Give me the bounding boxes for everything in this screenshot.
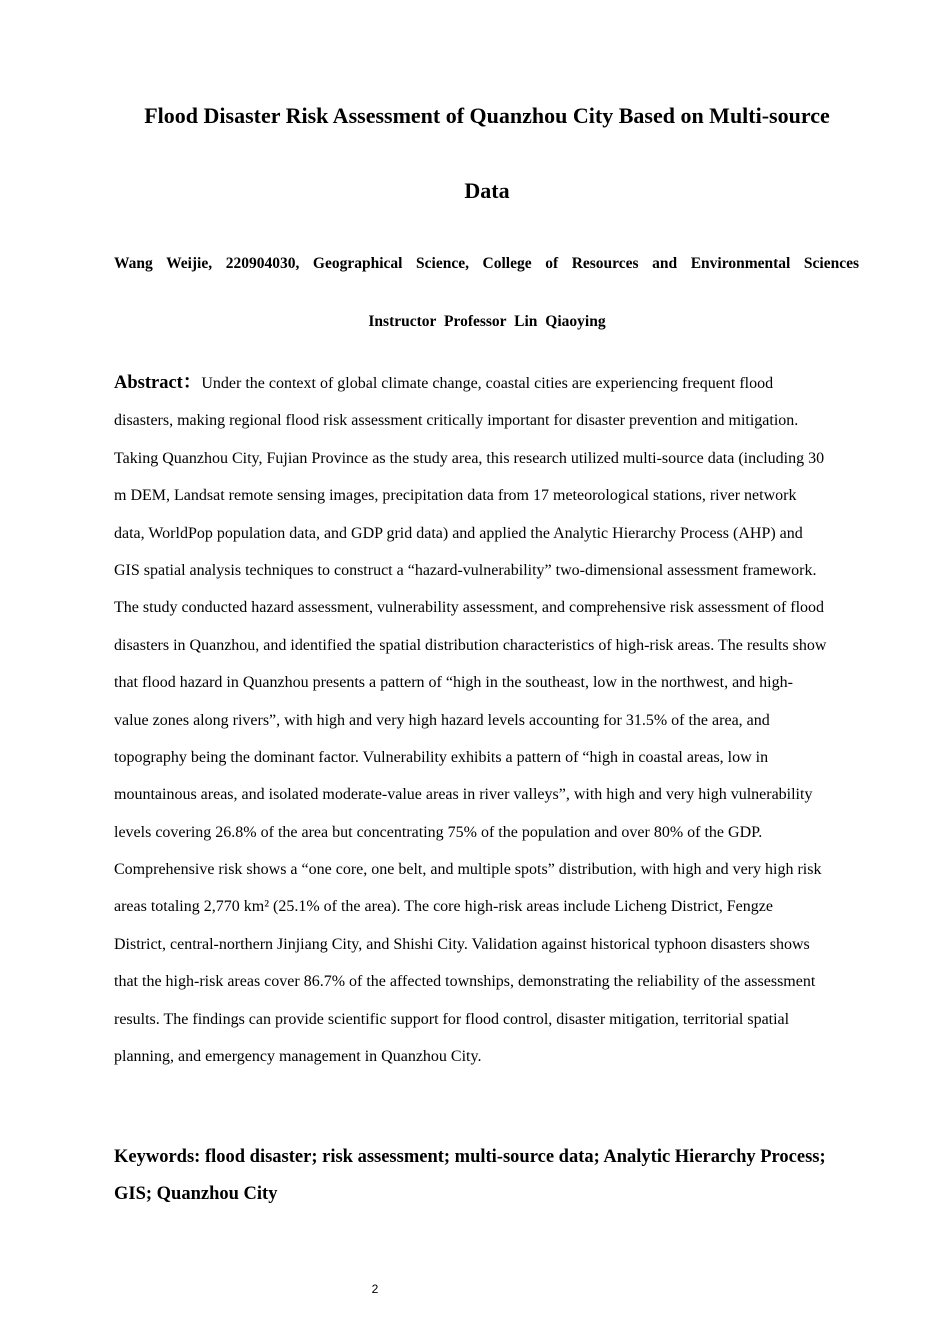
abstract-line: GIS spatial analysis techniques to construct a “hazard-vulnerability” two-dimensional assessment framework. [114,561,817,579]
abstract-line: that the high-risk areas cover 86.7% of the affected townships, demonstrating the reliability of the assessment [114,973,816,991]
abstract-line: value zones along rivers”, with high and very high hazard levels accounting for 31.5% of the area, and [114,711,770,729]
abstract-line: planning, and emergency management in Quanzhou City. [114,1048,482,1066]
page-number: 2 [371,1282,379,1296]
abstract-line: topography being the dominant factor. Vulnerability exhibits a pattern of “high in coastal areas, low in [114,748,769,766]
paper-title-line-2: Data [464,178,510,203]
abstract-line: results. The findings can provide scientific support for flood control, disaster mitigation, territorial spatial [114,1010,790,1028]
paper-title-line-1: Flood Disaster Risk Assessment of Quanzhou City Based on Multi-source [144,103,830,128]
abstract-section [114,365,859,1075]
abstract-line: areas totaling 2,770 km² (25.1% of the area). The core high-risk areas include Licheng District, Fengze [114,898,773,916]
abstract-line: mountainous areas, and isolated moderate-value areas in river valleys”, with high and very high vulnerability [114,786,813,804]
author-line: Wang Weijie, 220904030, Geographical Science, College of Resources and Environmental Sciences [114,255,859,272]
abstract-line: that flood hazard in Quanzhou presents a pattern of “high in the southeast, low in the northwest, and high- [114,674,793,692]
abstract-line: disasters in Quanzhou, and identified the spatial distribution characteristics of high-risk areas. The results show [114,636,827,654]
abstract-line: Taking Quanzhou City, Fujian Province as the study area, this research utilized multi-source data (including 30 [114,449,825,467]
abstract-line: disasters, making regional flood risk assessment critically important for disaster prevention and mitigation. [114,412,799,430]
abstract-line: District, central-northern Jinjiang City, and Shishi City. Validation against historical typhoon disasters shows [114,935,810,953]
abstract-line: m DEM, Landsat remote sensing images, precipitation data from 17 meteorological stations, river network [114,487,797,505]
abstract-text: Under the context of global climate change, coastal cities are experiencing frequent flood [201,375,774,392]
keywords-section [114,1139,859,1213]
instructor-line: Instructor Professor Lin Qiaoying [368,313,606,330]
abstract-line: data, WorldPop population data, and GDP grid data) and applied the Analytic Hierarchy Process (AHP) and [114,524,803,542]
keywords-line: Keywords: flood disaster; risk assessment; multi-source data; Analytic Hierarchy Process; [114,1147,826,1167]
abstract-line: levels covering 26.8% of the area but concentrating 75% of the population and over 80% of the GDP. [114,823,763,841]
abstract-line [114,365,859,402]
abstract-line: The study conducted hazard assessment, vulnerability assessment, and comprehensive risk assessment of flood [114,599,825,617]
keywords-line: GIS; Quanzhou City [114,1184,278,1204]
abstract-line: Comprehensive risk shows a “one core, one belt, and multiple spots” distribution, with high and very high risk [114,861,822,879]
abstract-label: Abstract： [114,373,202,393]
